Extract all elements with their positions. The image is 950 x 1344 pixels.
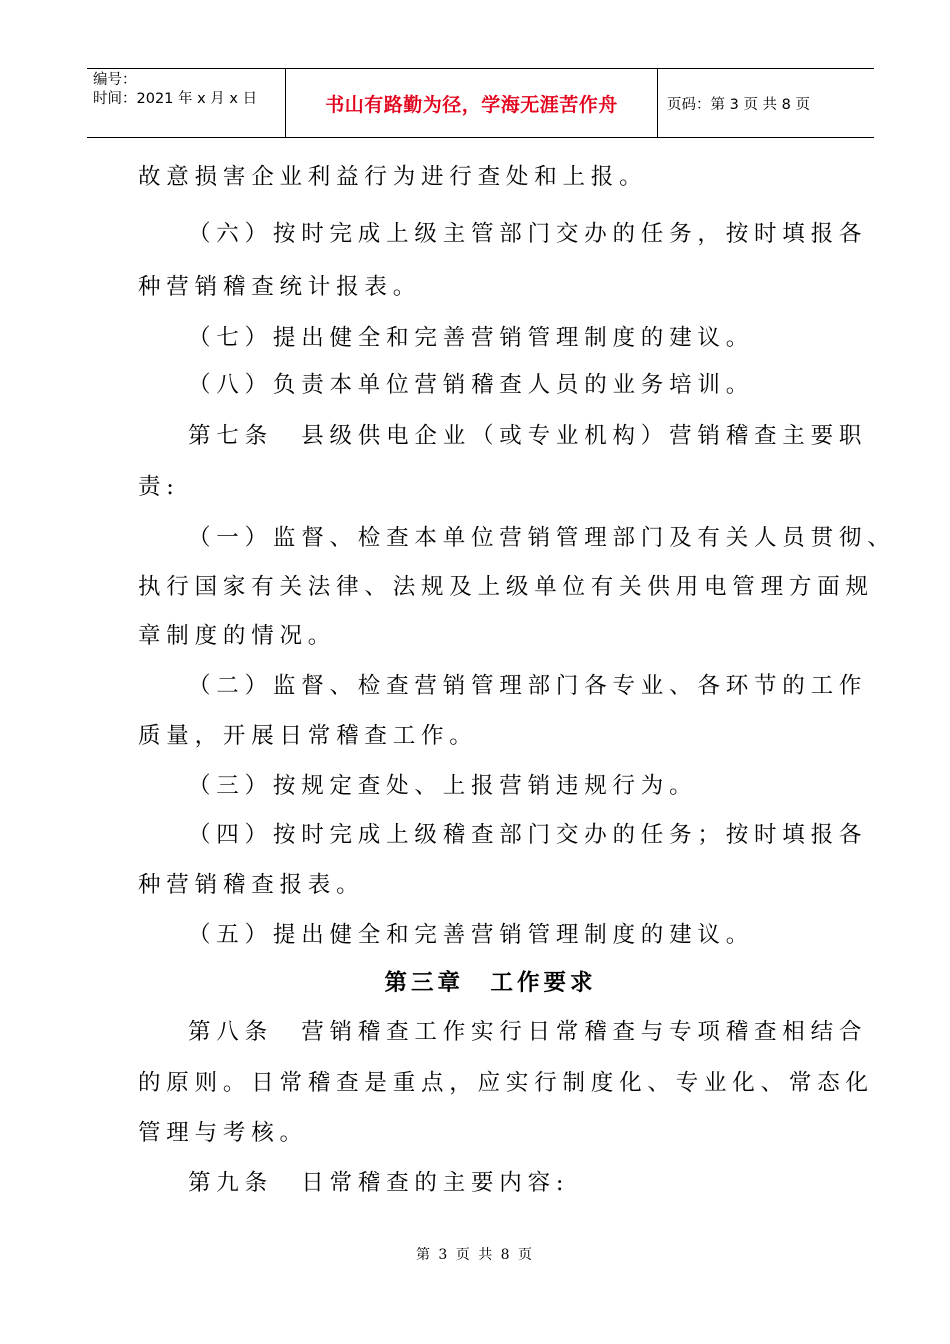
header-number-label: 编号： — [93, 72, 137, 88]
header-page-label: 页码：第 3 页 共 8 页 — [667, 96, 810, 113]
body-line: 第八条 营销稽查工作实行日常稽查与专项稽查相结合 — [188, 1019, 868, 1045]
header-motto: 书山有路勤为径，学海无涯苦作舟 — [286, 69, 658, 137]
page-footer: 第 3 页 共 8 页 — [415, 1247, 535, 1263]
body-line: （四）按时完成上级稽查部门交办的任务；按时填报各 — [188, 822, 868, 848]
body-line: 第九条 日常稽查的主要内容: — [188, 1170, 570, 1196]
body-line: （七）提出健全和完善营销管理制度的建议。 — [188, 325, 755, 351]
body-line: 管理与考核。 — [138, 1120, 308, 1146]
body-line: 责: — [138, 474, 180, 500]
body-line: 执行国家有关法律、法规及上级单位有关供用电管理方面规 — [138, 574, 874, 600]
body-line: （八）负责本单位营销稽查人员的业务培训。 — [188, 372, 755, 398]
body-line: 的原则。日常稽查是重点，应实行制度化、专业化、常态化 — [138, 1070, 874, 1096]
header-date-label: 时间：2021 年 x 月 x 日 — [93, 91, 258, 107]
body-line: 种营销稽查报表。 — [138, 872, 365, 898]
body-line: 质量，开展日常稽查工作。 — [138, 723, 478, 749]
body-line: 故意损害企业利益行为进行查处和上报。 — [138, 164, 648, 190]
document-header — [87, 68, 874, 138]
body-line: 第七条 县级供电企业（或专业机构）营销稽查主要职 — [188, 423, 868, 449]
chapter-heading: 第三章 工作要求 — [384, 970, 597, 996]
body-line: （五）提出健全和完善营销管理制度的建议。 — [188, 922, 755, 948]
body-line: 种营销稽查统计报表。 — [138, 274, 422, 300]
body-line: 章制度的情况。 — [138, 623, 337, 649]
body-line: （一）监督、检查本单位营销管理部门及有关人员贯彻、 — [188, 525, 896, 551]
body-line: （二）监督、检查营销管理部门各专业、各环节的工作 — [188, 673, 868, 699]
header-meta — [87, 69, 286, 137]
body-line: （三）按规定查处、上报营销违规行为。 — [188, 773, 698, 799]
body-line: （六）按时完成上级主管部门交办的任务，按时填报各 — [188, 221, 868, 247]
